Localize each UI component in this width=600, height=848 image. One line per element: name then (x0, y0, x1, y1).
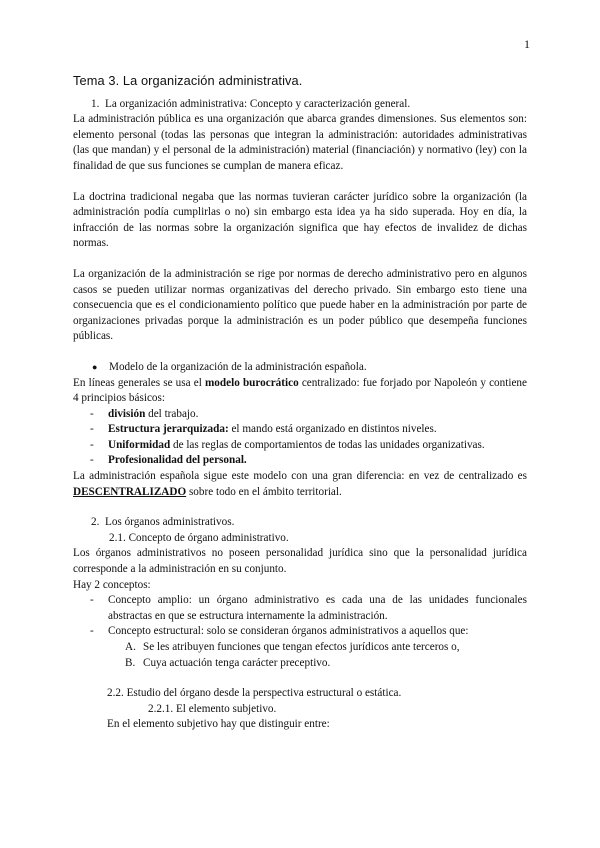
concept-item: - Concepto estructural: solo se consideran órganos administrativos a aquellos que: (90, 625, 469, 638)
spain-text-bold: DESCENTRALIZADO (73, 485, 187, 498)
model-text-post: centralizado: fue forjado por Napoleón y contiene 4 principios básicos: (73, 376, 527, 405)
bullet-model-text: Modelo de la organización de la administración española. (109, 360, 367, 373)
subsection-2-2-1: 2.2.1. El elemento subjetivo. (148, 702, 277, 715)
paragraph-conceptos: Hay 2 conceptos: (73, 578, 151, 591)
subsection-2-1: 2.1. Concepto de órgano administrativo. (109, 531, 289, 544)
section-2-heading-text: Los órganos administrativos. (105, 516, 235, 529)
paragraph-1: La administración pública es una organización que abarca grandes dimensiones. Sus elementos son: elemento personal (todas las personas que integran la administración: autoridades administrativas (las que mandan) y el personal de la administración) material (financiación) y normativo (ley) con la finalidad de que sus funciones se cumplan de manera eficaz. (73, 113, 527, 172)
section-1-heading (73, 97, 527, 113)
spain-text-post: sobre todo en el ámbito territorial. (186, 485, 342, 498)
principle-item: - división del trabajo. (90, 407, 199, 420)
paragraph-organos: Los órganos administrativos no poseen personalidad jurídica sino que la personalidad jurídica corresponde a la administración en su conjunto. (73, 547, 527, 576)
principle-item: - Uniformidad de las reglas de comportamientos de todas las unidades organizativas. (90, 438, 485, 451)
concept-item: - Concepto amplio: un órgano administrativo es cada una de las unidades funcionales abstractas en que se estructura internamente la administración. (90, 594, 527, 622)
spain-text-pre: La administración española sigue este modelo con una gran diferencia: en vez de centralizado es (73, 470, 527, 483)
paragraph-model (73, 376, 527, 407)
principle-item: - Profesionalidad del personal. (90, 454, 247, 467)
model-text-bold: modelo burocrático (204, 376, 299, 389)
section-2-number: 2. (91, 516, 100, 529)
page-number: 1 (524, 37, 530, 51)
bullet-dot-icon: ● (92, 361, 98, 372)
subsection-2-2: 2.2. Estudio del órgano desde la perspectiva estructural o estática. (107, 687, 402, 700)
paragraph-elemento-subjetivo: En el elemento subjetivo hay que distinguir entre: (107, 718, 330, 731)
alpha-item: A. Se les atribuyen funciones que tengan efectos jurídicos ante terceros o, (125, 641, 460, 653)
document-title: Tema 3. La organización administrativa. (73, 73, 303, 88)
section-2-heading (73, 515, 527, 531)
section-1-number: 1. (91, 97, 100, 110)
bullet-model (73, 360, 527, 376)
paragraph-spain (73, 469, 527, 500)
principle-item: - Estructura jerarquizada: el mando está organizado en distintos niveles. (90, 423, 437, 436)
section-1-heading-text: La organización administrativa: Concepto y caracterización general. (105, 97, 411, 110)
document-body (73, 73, 527, 733)
model-text-pre: En líneas generales se usa el (73, 376, 205, 389)
paragraph-2: La doctrina tradicional negaba que las normas tuvieran carácter jurídico sobre la organización (la administración podía cumplirlas o no) sin embargo esta idea ya ha sido superada. Hoy en día, la infracción de las normas sobre la organización significa que hay efectos de invalidez de dichas normas. (73, 190, 527, 250)
alpha-item: B. Cuya actuación tenga carácter preceptivo. (125, 656, 331, 669)
paragraph-3: La organización de la administración se rige por normas de derecho administrativo pero en algunos casos se pueden utilizar normas organizativas del derecho privado. Sin embargo esto tiene una consecuencia que es el condicionamiento político que puede haber en la administración por parte de organizaciones privadas porque la administración es un poder público que desempeña funciones públicas. (73, 267, 527, 343)
